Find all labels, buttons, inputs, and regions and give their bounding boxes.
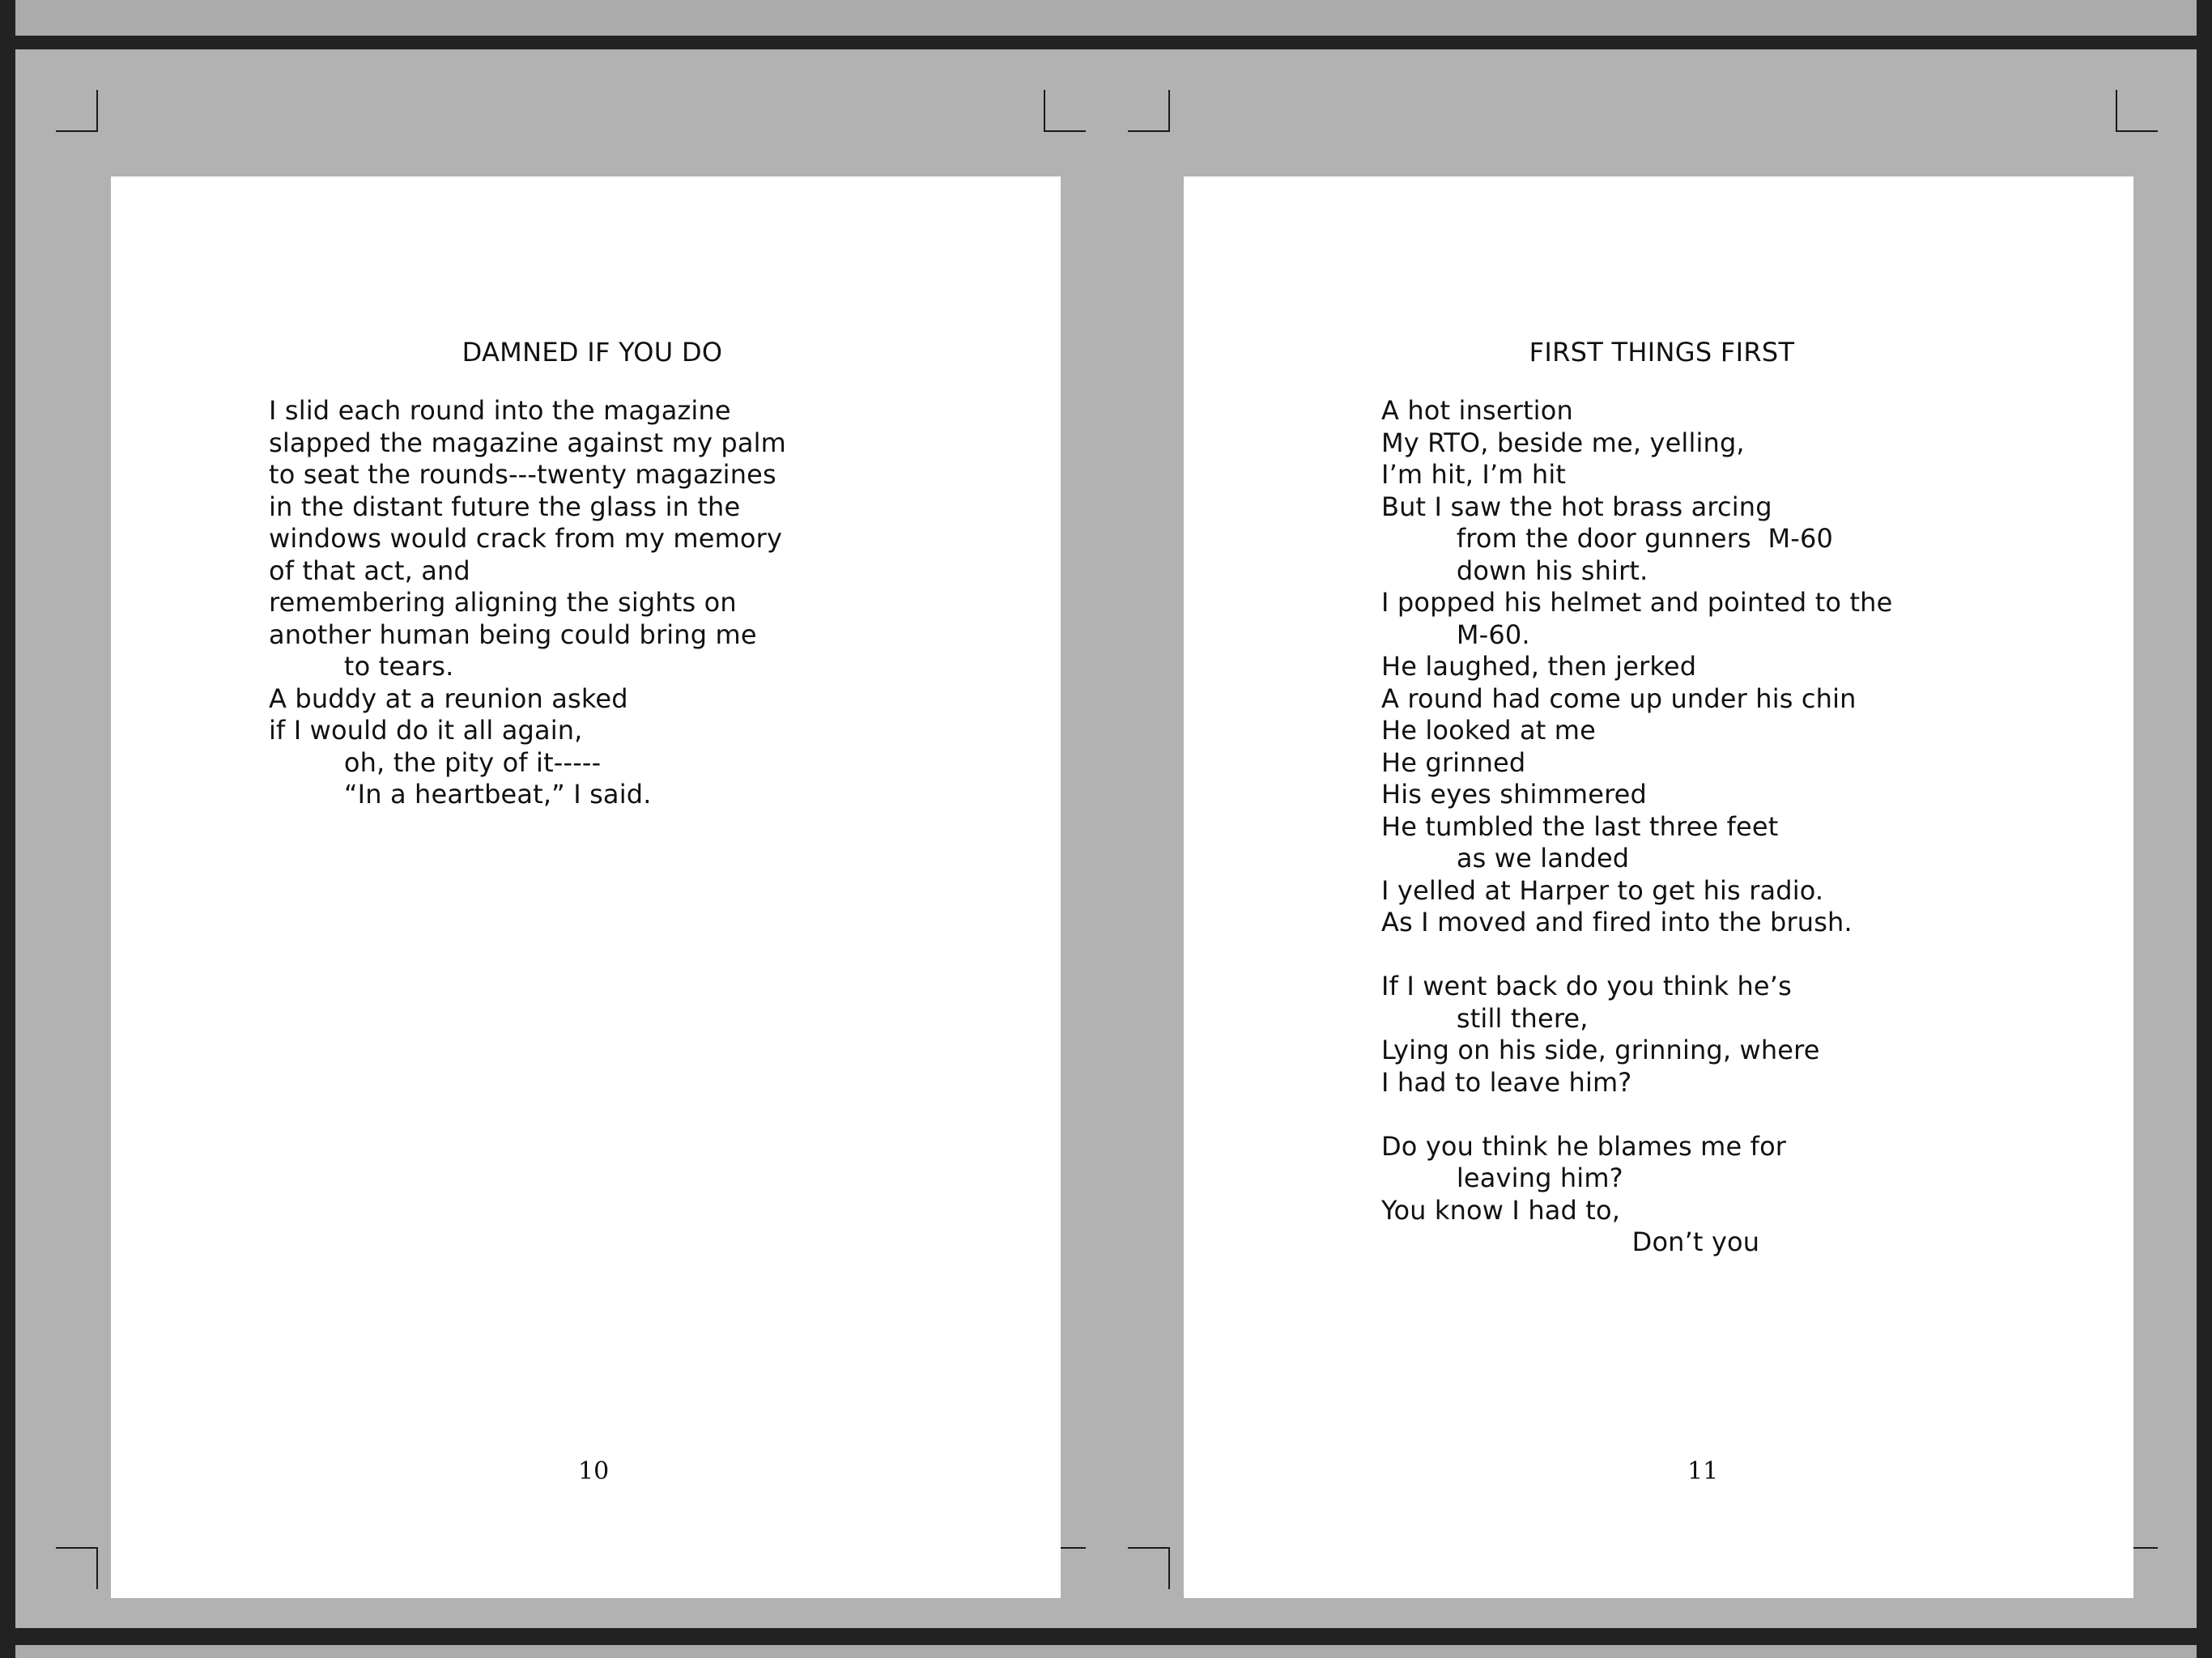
poem-line: if I would do it all again, bbox=[269, 715, 583, 746]
poem-line: another human being could bring me bbox=[269, 619, 757, 650]
poem-line: down his shirt. bbox=[1381, 555, 1648, 586]
crop-mark-icon bbox=[2116, 90, 2158, 132]
poem-line: I slid each round into the magazine bbox=[269, 395, 731, 426]
poem-line: “In a heartbeat,” I said. bbox=[269, 779, 652, 810]
poem-line: A round had come up under his chin bbox=[1381, 682, 1857, 714]
page-number: 10 bbox=[578, 1457, 610, 1486]
page-spread[interactable] bbox=[15, 49, 2197, 1628]
poem-line: I yelled at Harper to get his radio. bbox=[1381, 874, 1824, 906]
poem-line: He grinned bbox=[1381, 746, 1526, 778]
crop-mark-icon bbox=[1044, 90, 1086, 132]
poem-line: Do you think he blames me for bbox=[1381, 1130, 1787, 1162]
poem-line: remembering aligning the sights on bbox=[269, 587, 737, 618]
poem-line: My RTO, beside me, yelling, bbox=[1381, 427, 1745, 458]
poem-line: He tumbled the last three feet bbox=[1381, 810, 1779, 842]
poem-line: windows would crack from my memory bbox=[269, 523, 783, 554]
left-page bbox=[111, 176, 1061, 1598]
poem-line: to seat the rounds---twenty magazines bbox=[269, 459, 776, 490]
poem-body bbox=[269, 395, 786, 811]
crop-mark-icon bbox=[56, 1547, 98, 1589]
poem-line bbox=[1381, 939, 1892, 971]
poem-title: FIRST THINGS FIRST bbox=[1529, 337, 1795, 368]
poem-line: from the door gunners M-60 bbox=[1381, 523, 1833, 554]
poem-line: If I went back do you think he’s bbox=[1381, 971, 1792, 1001]
poem-line: still there, bbox=[1381, 1002, 1589, 1034]
poem-line: He laughed, then jerked bbox=[1381, 651, 1697, 682]
poem-title: DAMNED IF YOU DO bbox=[462, 337, 723, 368]
poem-line: A buddy at a reunion asked bbox=[269, 682, 628, 714]
poem-line bbox=[1381, 1099, 1892, 1131]
right-page bbox=[1184, 176, 2133, 1598]
previous-page-edge[interactable] bbox=[15, 0, 2197, 36]
poem-line: His eyes shimmered bbox=[1381, 779, 1647, 810]
poem-line: M-60. bbox=[1381, 619, 1530, 650]
poem-line: As I moved and fired into the brush. bbox=[1381, 907, 1853, 937]
poem-line: leaving him? bbox=[1381, 1163, 1623, 1193]
page-number: 11 bbox=[1687, 1457, 1719, 1486]
crop-mark-icon bbox=[56, 90, 98, 132]
poem-line: I had to leave him? bbox=[1381, 1066, 1632, 1098]
poem-line: But I saw the hot brass arcing bbox=[1381, 491, 1772, 522]
poem-line: I’m hit, I’m hit bbox=[1381, 459, 1567, 490]
poem-line: in the distant future the glass in the bbox=[269, 491, 741, 522]
poem-line: A hot insertion bbox=[1381, 395, 1573, 426]
poem-line: as we landed bbox=[1381, 843, 1630, 874]
poem-line: He looked at me bbox=[1381, 715, 1596, 746]
crop-mark-icon bbox=[1128, 90, 1170, 132]
poem-line: to tears. bbox=[269, 651, 454, 682]
poem-line: oh, the pity of it----- bbox=[269, 746, 602, 778]
poem-line: You know I had to, bbox=[1381, 1194, 1621, 1226]
poem-line: Don’t you bbox=[1381, 1226, 1760, 1257]
poem-line: of that act, and bbox=[269, 555, 470, 586]
poem-line: Lying on his side, grinning, where bbox=[1381, 1035, 1820, 1065]
poem-line: slapped the magazine against my palm bbox=[269, 427, 786, 458]
crop-mark-icon bbox=[1128, 1547, 1170, 1589]
next-page-edge[interactable] bbox=[15, 1645, 2197, 1658]
poem-body bbox=[1381, 395, 1892, 1259]
poem-line: I popped his helmet and pointed to the bbox=[1381, 587, 1893, 618]
